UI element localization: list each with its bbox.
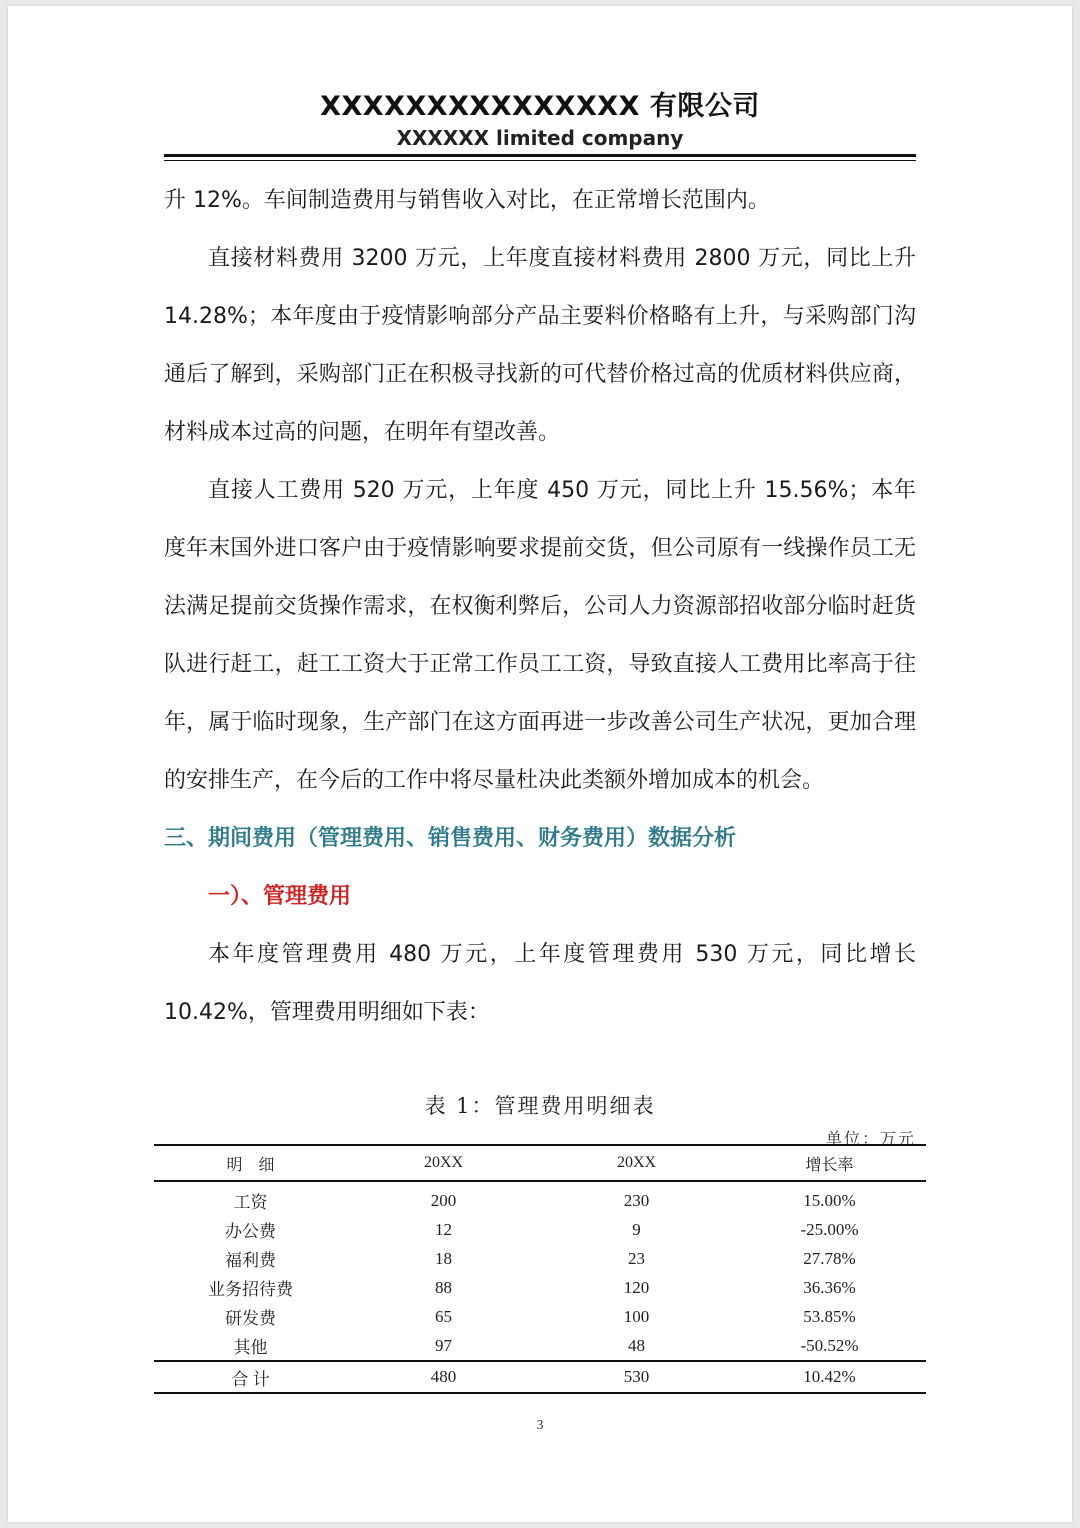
header-item: 明 细 bbox=[154, 1145, 347, 1181]
cell-value: 12 bbox=[435, 1219, 452, 1239]
table-row bbox=[154, 1331, 926, 1361]
cell-value: 88 bbox=[435, 1277, 452, 1297]
total-value: 530 bbox=[540, 1361, 733, 1393]
cell-value: 9 bbox=[632, 1219, 641, 1239]
expense-detail-table bbox=[154, 1144, 926, 1394]
table-row bbox=[154, 1215, 926, 1244]
company-name-cn: XXXXXXXXXXXXXXX 有限公司 bbox=[320, 91, 760, 122]
cell-value: 18 bbox=[435, 1248, 452, 1268]
cell-rate: 53.85% bbox=[803, 1306, 856, 1326]
cell-rate: -50.52% bbox=[800, 1335, 859, 1355]
cell-rate: 36.36% bbox=[803, 1277, 856, 1297]
paragraph-continued: 升 12%。车间制造费用与销售收入对比，在正常增长范围内。 bbox=[164, 188, 770, 213]
table-unit: 单位：万元 bbox=[825, 1129, 916, 1148]
cell-value: 48 bbox=[628, 1335, 645, 1355]
total-value: 480 bbox=[347, 1361, 540, 1393]
paragraph-direct-material: 直接材料费用 3200 万元，上年度直接材料费用 2800 万元，同比上升 14.28%；本年度由于疫情影响部分产品主要料价格略有上升，与采购部门沟通后了解到，采购部门正在积极寻找新的可代替价格过高的优质材料供应商，材料成本过高的问题，在明年有望改善。 bbox=[164, 246, 916, 445]
cell-rate: 15.00% bbox=[803, 1190, 856, 1210]
section-heading: 三、期间费用（管理费用、销售费用、财务费用）数据分析 bbox=[164, 826, 737, 851]
cell-value: 120 bbox=[623, 1277, 650, 1297]
header-year-previous: 20XX bbox=[540, 1145, 733, 1181]
cell-value: 100 bbox=[623, 1306, 650, 1326]
paragraph-admin-expense: 本年度管理费用 480 万元，上年度管理费用 530 万元，同比增长 10.42%，管理费用明细如下表： bbox=[164, 942, 916, 1025]
table-row bbox=[154, 1302, 926, 1331]
total-label: 合 计 bbox=[154, 1361, 347, 1393]
cell-item: 办公费 bbox=[225, 1222, 276, 1241]
cell-item: 工资 bbox=[233, 1193, 268, 1212]
subsection-heading: 一）、管理费用 bbox=[208, 884, 352, 909]
company-name-en: XXXXXX limited company bbox=[396, 126, 684, 150]
cell-value: 200 bbox=[430, 1190, 457, 1210]
table-row bbox=[154, 1181, 926, 1215]
document-page bbox=[8, 6, 1072, 1522]
cell-item: 研发费 bbox=[225, 1309, 276, 1328]
paragraph-direct-labor: 直接人工费用 520 万元，上年度 450 万元，同比上升 15.56%；本年度年末国外进口客户由于疫情影响要求提前交货，但公司原有一线操作员工无法满足提前交货操作需求，在权衡利弊后，公司人力资源部招收部分临时赶货队进行赶工，赶工工资大于正常工作员工工资，导致直接人工费用比率高于往年，属于临时现象，生产部门在这方面再进一步改善公司生产状况，更加合理的安排生产，在今后的工作中将尽量杜决此类额外增加成本的机会。 bbox=[164, 478, 916, 793]
table-total-row bbox=[154, 1361, 926, 1393]
body-text bbox=[164, 172, 916, 1042]
cell-rate: -25.00% bbox=[800, 1219, 859, 1239]
header-growth-rate: 增长率 bbox=[733, 1145, 926, 1181]
cell-value: 23 bbox=[628, 1248, 645, 1268]
header-year-current: 20XX bbox=[347, 1145, 540, 1181]
cell-value: 230 bbox=[623, 1190, 650, 1210]
table-caption: 表 1：管理费用明细表 bbox=[424, 1094, 656, 1118]
header-rule bbox=[164, 154, 916, 161]
cell-value: 65 bbox=[435, 1306, 452, 1326]
cell-rate: 27.78% bbox=[803, 1248, 856, 1268]
page-number: 3 bbox=[536, 1418, 544, 1433]
table-header-row bbox=[154, 1145, 926, 1181]
cell-value: 97 bbox=[435, 1335, 452, 1355]
cell-item: 其他 bbox=[233, 1338, 268, 1357]
cell-item: 福利费 bbox=[225, 1251, 276, 1270]
table-row bbox=[154, 1273, 926, 1302]
cell-item: 业务招待费 bbox=[208, 1280, 293, 1299]
total-rate: 10.42% bbox=[733, 1361, 926, 1393]
table-row bbox=[154, 1244, 926, 1273]
